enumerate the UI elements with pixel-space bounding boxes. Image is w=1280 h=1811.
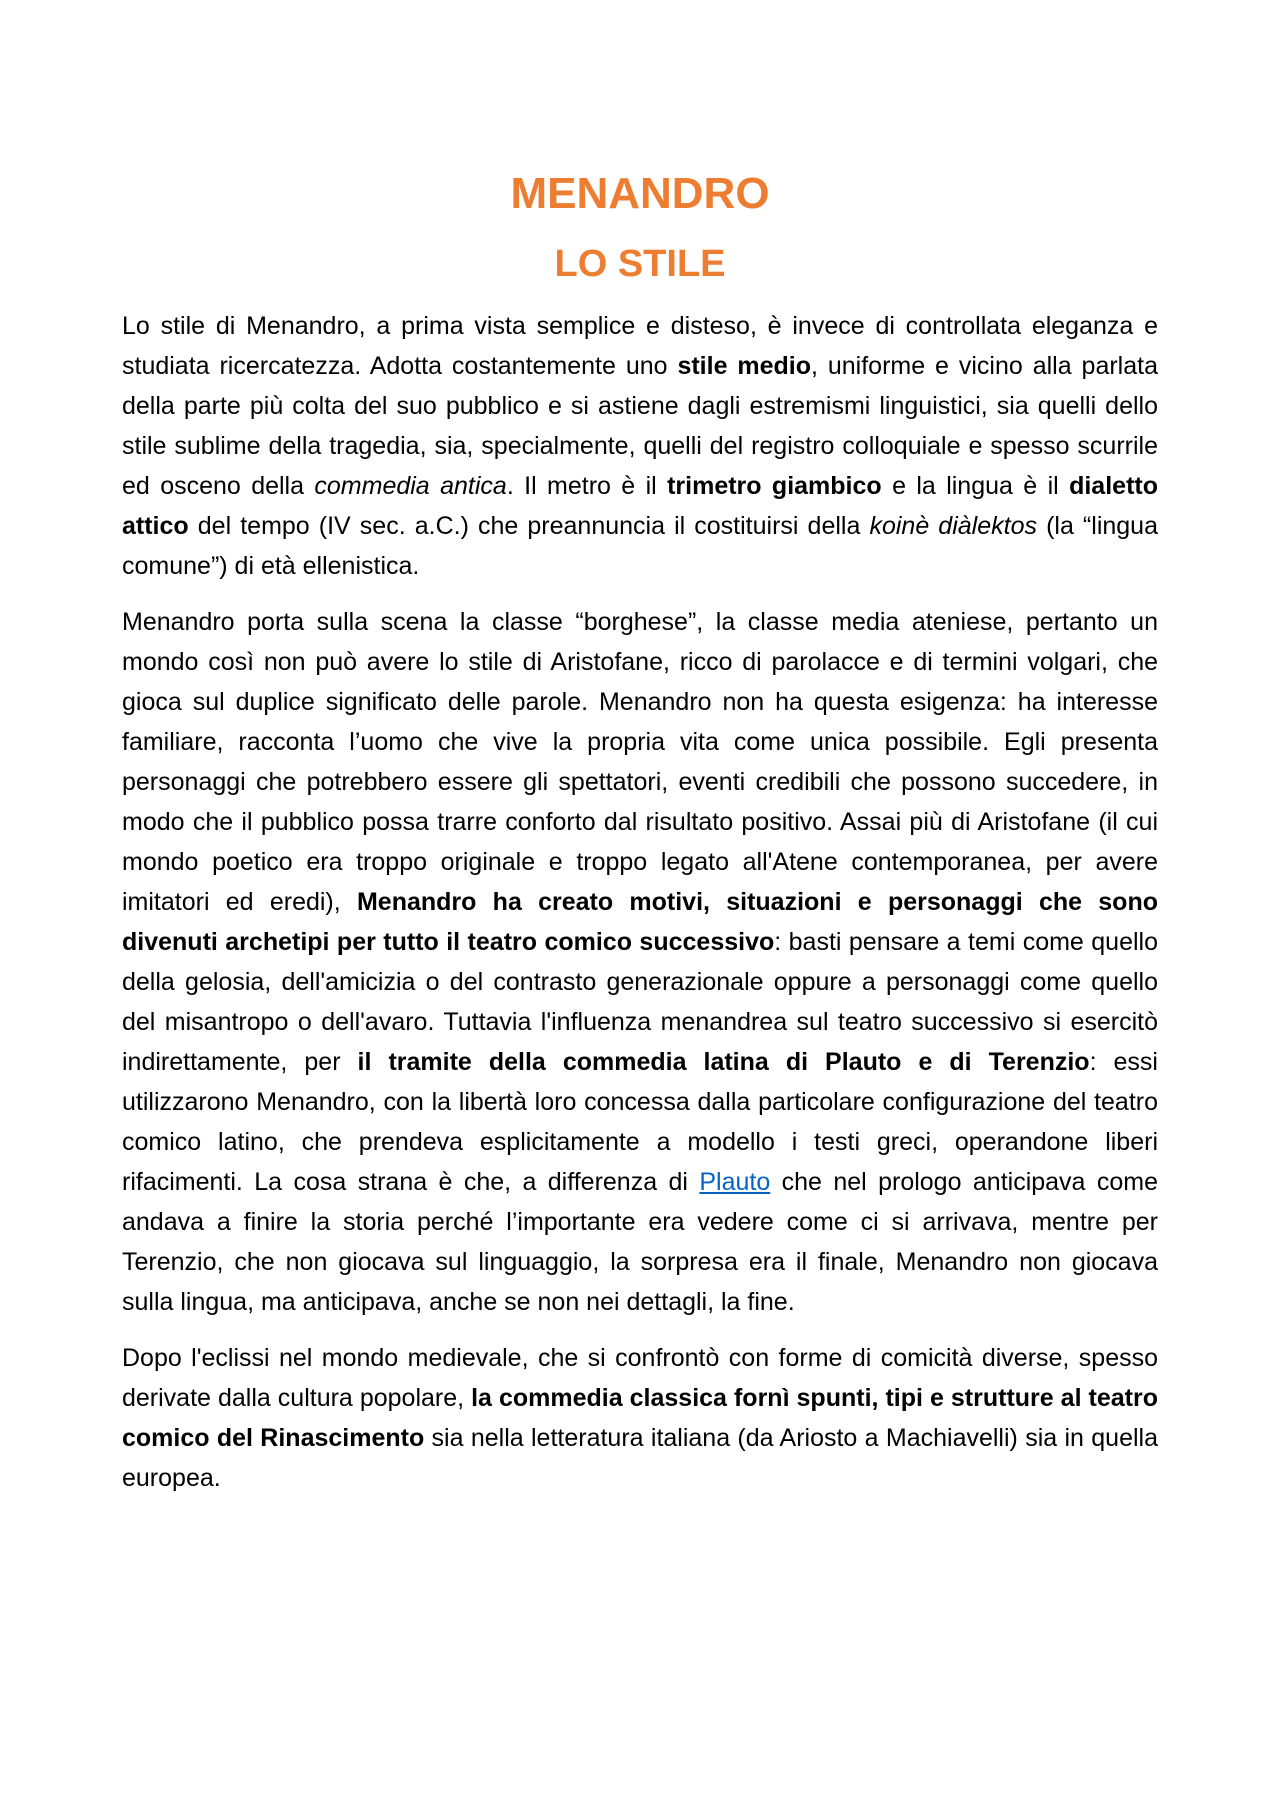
document-body xyxy=(122,306,1158,1498)
paragraph-text: : basti pensare a temi come quello della gelosia, dell'amicizia o del contrasto generazionale oppure a personaggi come quello del misantropo o dell'avaro. Tuttavia l'influenza menandrea sul teatro successivo si esercitò indirettamente, per xyxy=(122,928,1158,1076)
paragraph-text: e la lingua è il xyxy=(881,472,1070,500)
paragraph-text: Lo stile di Menandro, a prima vista semplice e disteso, è invece di controllata eleganza e studiata ricercatezza. Adotta costantemente uno xyxy=(122,312,1158,380)
paragraph-1 xyxy=(122,306,1158,586)
paragraph-text: . Il metro è il xyxy=(506,472,668,500)
bold-text: la commedia classica fornì spunti, tipi e strutture al teatro comico del Rinascimento xyxy=(122,1384,1159,1452)
bold-text: Menandro ha creato motivi, situazioni e personaggi che sono divenuti archetipi per tutto il teatro comico successivo xyxy=(122,888,1158,956)
paragraph-text: che nel prologo anticipava come andava a finire la storia perché l’importante era vedere come ci si arrivava, mentre per Terenzio, che non giocava sul linguaggio, la sorpresa era il finale, Menandro non giocava sulla lingua, ma anticipava, anche se non nei dettagli, la fine. xyxy=(122,1168,1158,1316)
bold-text: stile medio xyxy=(677,352,812,380)
document-subtitle: LO STILE xyxy=(554,243,726,285)
paragraph-text: (la “lingua comune”) di età ellenistica. xyxy=(122,512,1158,580)
paragraph-3 xyxy=(122,1338,1158,1498)
paragraph-2 xyxy=(122,602,1158,1322)
paragraph-text: , uniforme e vicino alla parlata della parte più colta del suo pubblico e si astiene dagli estremismi linguistici, sia quelli dello stile sublime della tragedia, sia, specialmente, quelli del registro colloquiale e spesso scurrile ed osceno della xyxy=(122,352,1158,500)
document-page xyxy=(122,150,1158,1514)
document-title: MENANDRO xyxy=(510,169,770,218)
paragraph-text: : essi utilizzarono Menandro, con la libertà loro concessa dalla particolare configurazione del teatro comico latino, che prendeva esplicitamente a modello i testi greci, operandone liberi rifacimenti. La cosa strana è che, a differenza di xyxy=(122,1048,1158,1196)
plauto-link[interactable]: Plauto xyxy=(699,1168,771,1196)
paragraph-text: Menandro porta sulla scena la classe “borghese”, la classe media ateniese, pertanto un mondo così non può avere lo stile di Aristofane, ricco di parolacce e di termini volgari, che gioca sul duplice significato delle parole. Menandro non ha questa esigenza: ha interesse familiare, racconta l’uomo che vive la propria vita come unica possibile. Egli presenta personaggi che potrebbero essere gli spettatori, eventi credibili che possono succedere, in modo che il pubblico possa trarre conforto dal risultato positivo. Assai più di Aristofane (il cui mondo poetico era troppo originale e troppo legato all'Atene contemporanea, per avere imitatori ed eredi), xyxy=(122,608,1158,916)
italic-text: commedia antica xyxy=(314,472,507,500)
bold-text: il tramite della commedia latina di Plauto e di Terenzio xyxy=(357,1048,1090,1076)
paragraph-text: Dopo l'eclissi nel mondo medievale, che si confrontò con forme di comicità diverse, spesso derivate dalla cultura popolare, xyxy=(122,1344,1158,1412)
paragraph-text: sia nella letteratura italiana (da Ariosto a Machiavelli) sia in quella europea. xyxy=(122,1424,1158,1492)
paragraph-text: del tempo (IV sec. a.C.) che preannuncia il costituirsi della xyxy=(188,512,870,540)
bold-text: trimetro giambico xyxy=(667,472,882,500)
bold-text: dialetto attico xyxy=(122,472,1158,540)
italic-text: koinè diàlektos xyxy=(869,512,1037,540)
